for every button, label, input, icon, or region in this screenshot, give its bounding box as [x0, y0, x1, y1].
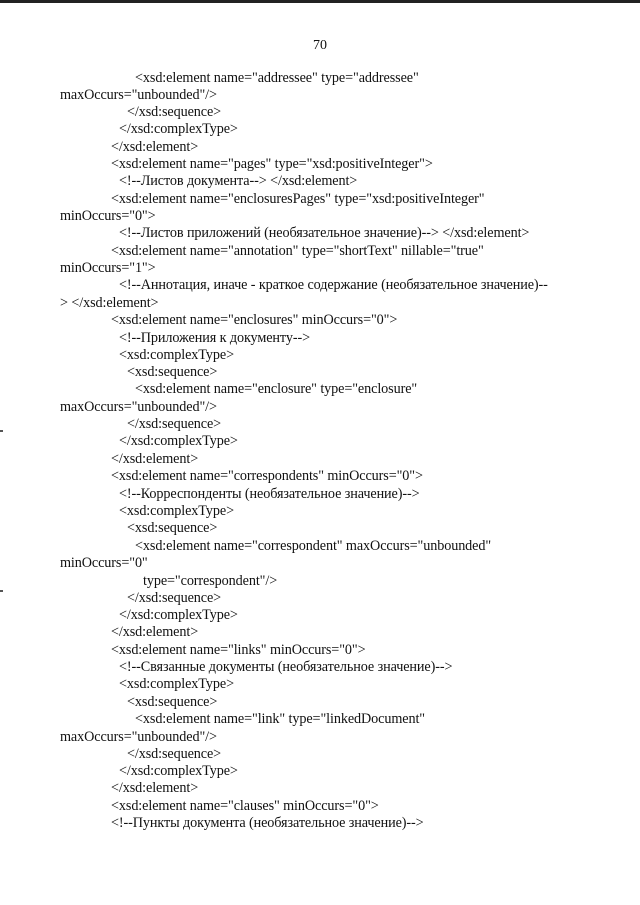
- code-line: </xsd:element>: [111, 139, 199, 155]
- code-line: </xsd:complexType>: [119, 763, 238, 779]
- code-line: </xsd:element>: [111, 624, 199, 640]
- code-line: </xsd:sequence>: [127, 416, 222, 432]
- code-line: <xsd:element name="pages" type="xsd:positiveInteger">: [111, 156, 433, 172]
- code-line: <xsd:complexType>: [119, 676, 234, 692]
- code-line: <xsd:sequence>: [127, 694, 218, 710]
- code-line: <xsd:complexType>: [119, 347, 234, 363]
- code-line: <xsd:element name="correspondent" maxOccurs="unbounded": [135, 538, 492, 554]
- code-line: <!--Корреспонденты (необязательное значение)-->: [119, 486, 420, 502]
- code-line: </xsd:sequence>: [127, 590, 222, 606]
- code-line: <!--Связанные документы (необязательное значение)-->: [119, 659, 453, 675]
- scan-edge-mark: [0, 430, 3, 432]
- code-line: <xsd:element name="addressee" type="addressee": [135, 70, 419, 86]
- code-line: </xsd:sequence>: [127, 746, 222, 762]
- code-line: <xsd:sequence>: [127, 520, 218, 536]
- page-number: 70: [313, 38, 327, 53]
- code-line: <xsd:element name="enclosures" minOccurs="0">: [111, 312, 398, 328]
- code-line: </xsd:element>: [111, 780, 199, 796]
- code-line: <xsd:element name="links" minOccurs="0">: [111, 642, 366, 658]
- code-line: <!--Аннотация, иначе - краткое содержание (необязательное значение)--: [119, 277, 548, 293]
- code-line: <xsd:element name="enclosuresPages" type="xsd:positiveInteger": [111, 191, 485, 207]
- scan-edge-mark: [0, 590, 3, 592]
- code-line: <xsd:sequence>: [127, 364, 218, 380]
- code-line: <xsd:element name="clauses" minOccurs="0">: [111, 798, 379, 814]
- code-line: minOccurs="1">: [60, 260, 156, 276]
- code-line: </xsd:sequence>: [127, 104, 222, 120]
- code-line: maxOccurs="unbounded"/>: [60, 87, 217, 103]
- code-line: maxOccurs="unbounded"/>: [60, 399, 217, 415]
- code-line: <xsd:element name="annotation" type="shortText" nillable="true": [111, 243, 484, 259]
- code-line: minOccurs="0">: [60, 208, 156, 224]
- code-line: <!--Приложения к документу-->: [119, 330, 310, 346]
- code-line: <xsd:complexType>: [119, 503, 234, 519]
- code-line: > </xsd:element>: [60, 295, 159, 311]
- code-line: <!--Пункты документа (необязательное значение)-->: [111, 815, 424, 831]
- code-line: maxOccurs="unbounded"/>: [60, 729, 217, 745]
- code-line: type="correspondent"/>: [143, 573, 278, 589]
- page-top-rule: [0, 0, 640, 3]
- code-line: <!--Листов документа--> </xsd:element>: [119, 173, 358, 189]
- code-line: <!--Листов приложений (необязательное значение)--> </xsd:element>: [119, 225, 530, 241]
- code-line: <xsd:element name="correspondents" minOccurs="0">: [111, 468, 423, 484]
- code-line: </xsd:complexType>: [119, 121, 238, 137]
- code-line: </xsd:complexType>: [119, 433, 238, 449]
- code-line: <xsd:element name="enclosure" type="enclosure": [135, 381, 418, 397]
- code-line: minOccurs="0": [60, 555, 148, 571]
- code-line: <xsd:element name="link" type="linkedDocument": [135, 711, 425, 727]
- code-line: </xsd:complexType>: [119, 607, 238, 623]
- code-line: </xsd:element>: [111, 451, 199, 467]
